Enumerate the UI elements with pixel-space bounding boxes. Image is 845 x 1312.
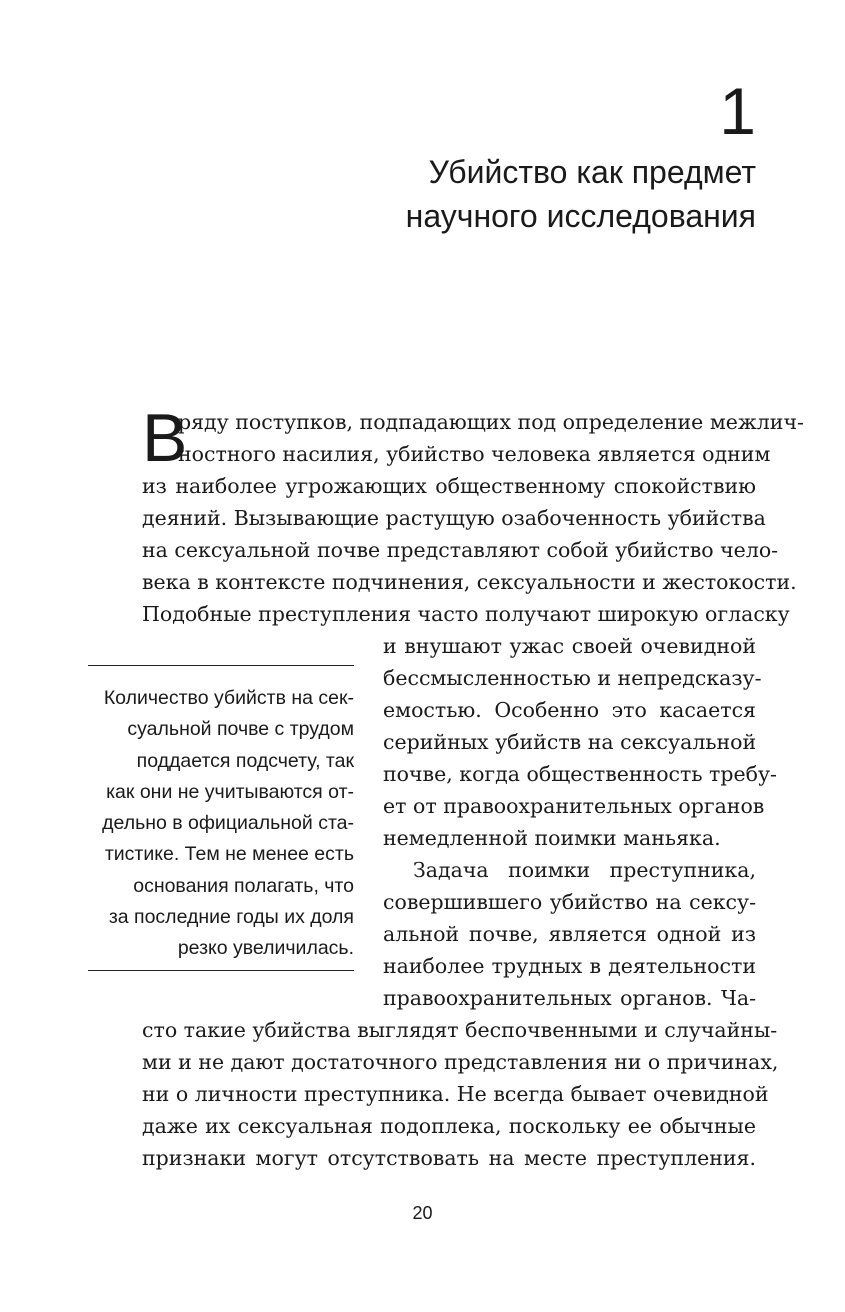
text-line: из наиболее угрожающих общественному спокойствию — [142, 474, 756, 498]
sidebar-top-rule — [88, 665, 354, 666]
sidebar-line: суальной почве с трудом — [127, 718, 354, 741]
chapter-title-line: Убийство как предмет — [428, 154, 756, 190]
paragraph-1-narrow — [383, 630, 777, 854]
text-line: серийных убийств на сексуальной — [383, 730, 757, 754]
sidebar-line: поддается подсчету, так — [136, 749, 354, 772]
sidebar-line: резко увеличилась. — [177, 937, 354, 960]
text-line: ряду поступков, подпадающих под определение межлич- — [178, 410, 804, 434]
paragraph-2-bottom — [142, 1014, 779, 1174]
text-line: совершившего убийство на сексу- — [383, 890, 756, 914]
text-line: ни о личности преступника. Не всегда бывает очевидной — [142, 1082, 769, 1106]
text-line: ми и не дают достаточного представления ни о причинах, — [142, 1050, 779, 1074]
text-line: Подобные преступления часто получают широкую огласку — [142, 602, 790, 626]
sidebar-quote — [88, 683, 354, 965]
text-line: века в контексте подчинения, сексуальности и жестокости. — [142, 570, 797, 594]
text-line: ет от правоохранительных органов — [383, 794, 765, 818]
text-line: наиболее трудных в деятельности — [383, 954, 756, 978]
text-line: признаки могут отсутствовать на месте преступления. — [142, 1146, 756, 1170]
page-number: 20 — [412, 1203, 433, 1223]
text-line: бессмысленностью и непредсказу- — [383, 666, 762, 690]
text-line: ностного насилия, убийство человека является одним — [178, 442, 771, 466]
paragraph-1-top — [142, 400, 804, 630]
text-line: Задача поимки преступника, — [413, 858, 756, 882]
text-line: альной почве, является одной из — [383, 922, 756, 946]
sidebar-line: дельно в официальной ста- — [102, 812, 354, 835]
sidebar-line: основания полагать, что — [133, 874, 354, 897]
drop-cap: В — [142, 400, 188, 476]
chapter-title — [406, 150, 756, 238]
text-line: даже их сексуальная подоплека, поскольку ее обычные — [142, 1114, 756, 1138]
sidebar-line: за последние годы их доля — [108, 906, 354, 929]
sidebar-line: тистике. Тем не менее есть — [104, 843, 354, 866]
chapter-number: 1 — [719, 74, 756, 148]
text-line: сто такие убийства выглядят беспочвенными и случайны- — [142, 1018, 778, 1042]
sidebar-line: как они не учитываются от- — [106, 780, 354, 803]
paragraph-2-narrow — [383, 854, 756, 1014]
sidebar-bottom-rule — [88, 970, 354, 971]
text-line: правоохранительных органов. Ча- — [383, 986, 756, 1010]
text-line: емостью. Особенно это касается — [383, 698, 756, 722]
text-line: и внушают ужас своей очевидной — [383, 634, 756, 658]
text-line: на сексуальной почве представляют собой убийство чело- — [142, 538, 779, 562]
chapter-title-line: научного исследования — [405, 198, 756, 234]
text-line: почве, когда общественность требу- — [383, 762, 777, 786]
sidebar-line: Количество убийств на сек- — [103, 687, 354, 709]
text-line: деяний. Вызывающие растущую озабоченность убийства — [142, 506, 766, 530]
text-line: немедленной поимки маньяка. — [383, 826, 721, 850]
